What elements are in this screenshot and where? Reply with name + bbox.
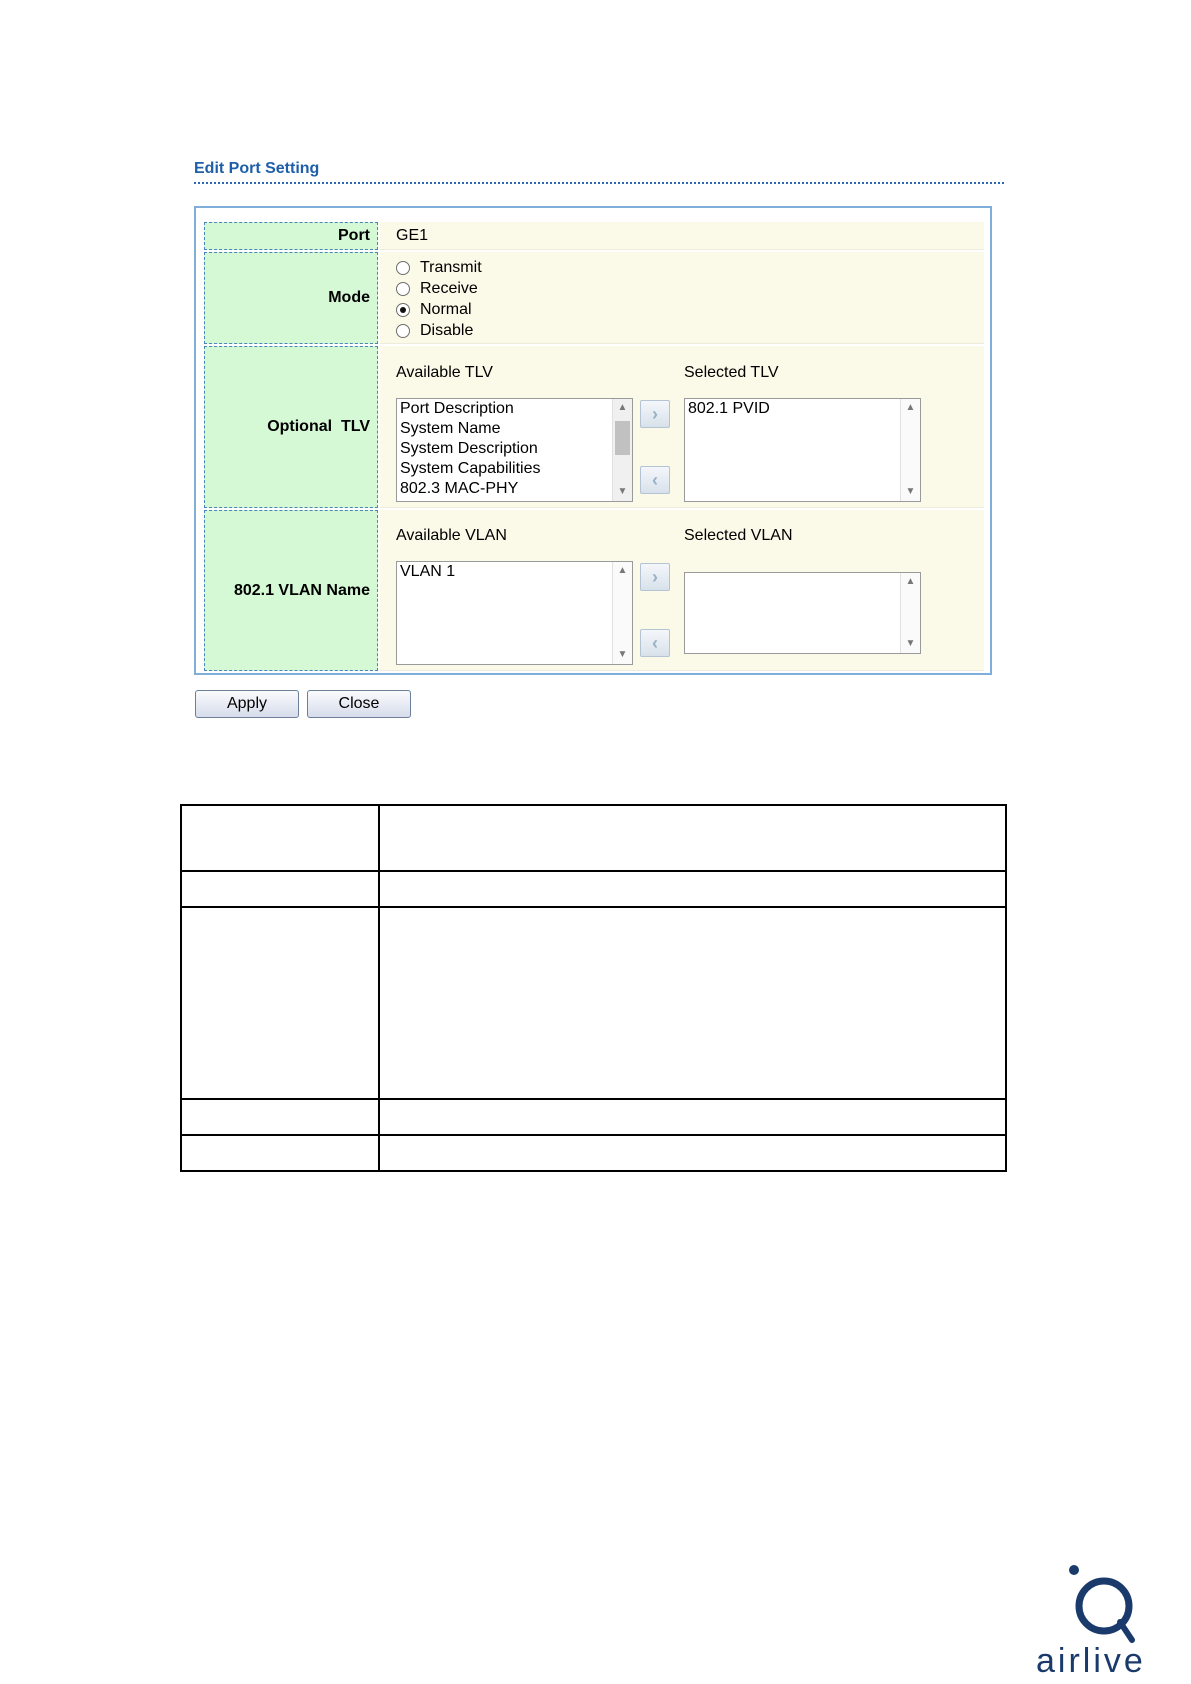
mode-option-label: Disable bbox=[420, 322, 474, 339]
port-label: Port bbox=[204, 222, 378, 250]
vlan-name-cell bbox=[380, 510, 984, 671]
add-tlv-button[interactable] bbox=[640, 400, 670, 428]
chevron-up-icon[interactable]: ▲ bbox=[617, 402, 628, 413]
available-vlan-items bbox=[400, 562, 610, 582]
mode-row bbox=[204, 252, 984, 344]
available-vlan-list[interactable] bbox=[396, 561, 633, 665]
scrollbar[interactable] bbox=[612, 562, 632, 664]
selected-vlan-label: Selected VLAN bbox=[684, 527, 793, 544]
chevron-right-icon: › bbox=[652, 567, 658, 587]
selected-tlv-list[interactable] bbox=[684, 398, 921, 502]
available-vlan-label: Available VLAN bbox=[396, 527, 507, 544]
radio-disable[interactable] bbox=[396, 324, 410, 338]
mode-options bbox=[380, 252, 984, 344]
chevron-up-icon[interactable]: ▲ bbox=[905, 576, 916, 587]
list-item[interactable]: System Description bbox=[400, 440, 538, 457]
airlive-logo bbox=[1032, 1560, 1182, 1680]
chevron-left-icon: ‹ bbox=[652, 633, 658, 653]
port-row bbox=[204, 222, 984, 250]
list-item[interactable]: VLAN 1 bbox=[400, 563, 456, 580]
available-tlv-items bbox=[400, 399, 610, 499]
list-item[interactable]: 802.1 PVID bbox=[688, 400, 770, 417]
logo-text: airlive bbox=[1036, 1642, 1146, 1680]
remove-tlv-button[interactable] bbox=[640, 466, 670, 494]
mode-option-label: Normal bbox=[420, 301, 472, 318]
close-button[interactable]: Close bbox=[307, 690, 411, 718]
mode-label: Mode bbox=[204, 252, 378, 344]
port-value-cell bbox=[380, 222, 984, 250]
list-item[interactable]: 802.3 MAC-PHY bbox=[400, 480, 519, 497]
scrollbar[interactable] bbox=[612, 399, 632, 501]
table-cell bbox=[181, 805, 379, 871]
chevron-down-icon[interactable]: ▼ bbox=[617, 649, 628, 660]
apply-button[interactable]: Apply bbox=[195, 690, 299, 718]
vlan-name-label: 802.1 VLAN Name bbox=[204, 510, 378, 671]
table-cell bbox=[379, 1135, 1006, 1171]
port-value: GE1 bbox=[396, 227, 429, 244]
chevron-right-icon: › bbox=[652, 404, 658, 424]
selected-tlv-label: Selected TLV bbox=[684, 364, 779, 381]
chevron-left-icon: ‹ bbox=[652, 470, 658, 490]
table-cell bbox=[379, 1099, 1006, 1135]
chevron-down-icon[interactable]: ▼ bbox=[905, 486, 916, 497]
optional-tlv-label: Optional TLV bbox=[204, 346, 378, 508]
table-cell bbox=[181, 1099, 379, 1135]
table-cell bbox=[379, 907, 1006, 1099]
chevron-up-icon[interactable]: ▲ bbox=[905, 402, 916, 413]
list-item[interactable]: System Capabilities bbox=[400, 460, 541, 477]
vlan-name-row bbox=[204, 510, 984, 671]
scrollbar-thumb[interactable] bbox=[615, 421, 630, 455]
table-cell bbox=[379, 805, 1006, 871]
table-cell bbox=[181, 1135, 379, 1171]
chevron-down-icon[interactable]: ▼ bbox=[905, 638, 916, 649]
table-row bbox=[181, 907, 1006, 1099]
table-row bbox=[181, 871, 1006, 907]
panel-title bbox=[194, 158, 1004, 184]
mode-option-disable[interactable] bbox=[396, 321, 473, 341]
table-row bbox=[181, 1099, 1006, 1135]
mode-option-receive[interactable] bbox=[396, 279, 478, 299]
mode-option-normal[interactable] bbox=[396, 300, 472, 320]
table-cell bbox=[181, 907, 379, 1099]
mode-option-label: Transmit bbox=[420, 259, 482, 276]
selected-tlv-items bbox=[688, 399, 898, 419]
panel-title-text: Edit Port Setting bbox=[194, 160, 320, 177]
selected-vlan-list[interactable] bbox=[684, 572, 921, 654]
available-tlv-label: Available TLV bbox=[396, 364, 493, 381]
scrollbar[interactable] bbox=[900, 573, 920, 653]
list-item[interactable]: Port Description bbox=[400, 400, 514, 417]
table-cell bbox=[379, 871, 1006, 907]
available-tlv-list[interactable] bbox=[396, 398, 633, 502]
optional-tlv-row bbox=[204, 346, 984, 508]
table-row bbox=[181, 805, 1006, 871]
mode-option-label: Receive bbox=[420, 280, 478, 297]
radio-receive[interactable] bbox=[396, 282, 410, 296]
remove-vlan-button[interactable] bbox=[640, 629, 670, 657]
scrollbar[interactable] bbox=[900, 399, 920, 501]
list-item[interactable]: System Name bbox=[400, 420, 501, 437]
table-cell bbox=[181, 871, 379, 907]
description-table bbox=[180, 804, 1007, 1172]
chevron-down-icon[interactable]: ▼ bbox=[617, 486, 628, 497]
optional-tlv-cell bbox=[380, 346, 984, 508]
table-row bbox=[181, 1135, 1006, 1171]
radio-normal[interactable] bbox=[396, 303, 410, 317]
add-vlan-button[interactable] bbox=[640, 563, 670, 591]
chevron-up-icon[interactable]: ▲ bbox=[617, 565, 628, 576]
radio-transmit[interactable] bbox=[396, 261, 410, 275]
edit-port-form bbox=[194, 206, 992, 675]
mode-option-transmit[interactable] bbox=[396, 258, 482, 278]
